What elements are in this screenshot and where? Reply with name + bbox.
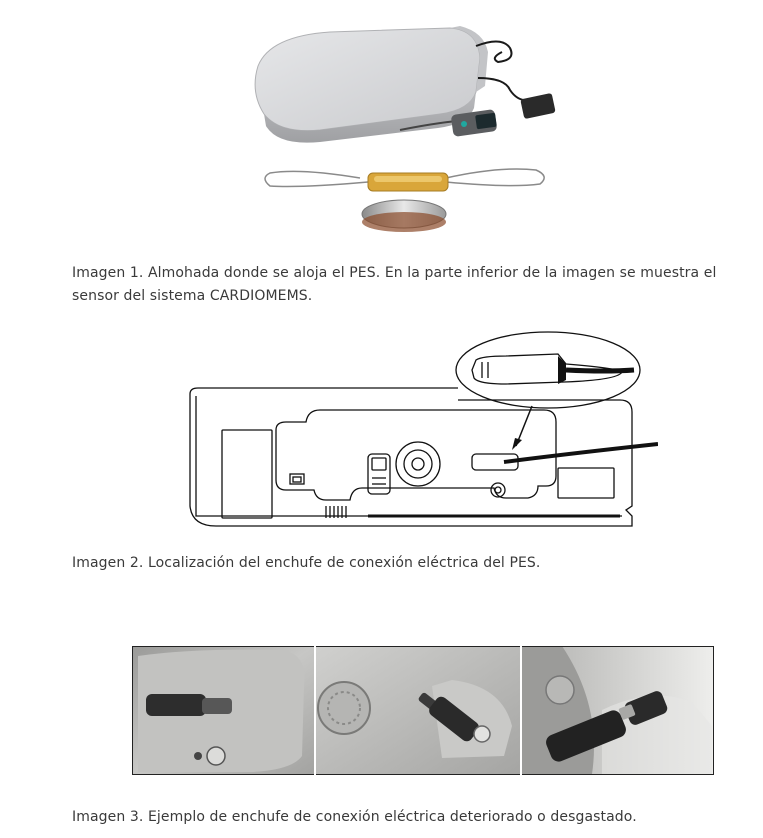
figure-2-caption: Imagen 2. Localización del enchufe de conexión eléctrica del PES. <box>72 555 541 571</box>
figure-3-caption: Imagen 3. Ejemplo de enchufe de conexión eléctrica deteriorado o desgastado. <box>72 809 637 825</box>
figure-1-image <box>240 18 570 240</box>
figure-3-image <box>132 646 714 776</box>
figure-1-caption: Imagen 1. Almohada donde se aloja el PES. En la parte inferior de la imagen se muestra el sensor del sistema CARDIOMEMS. <box>72 265 717 304</box>
figure-2-image <box>186 330 658 530</box>
